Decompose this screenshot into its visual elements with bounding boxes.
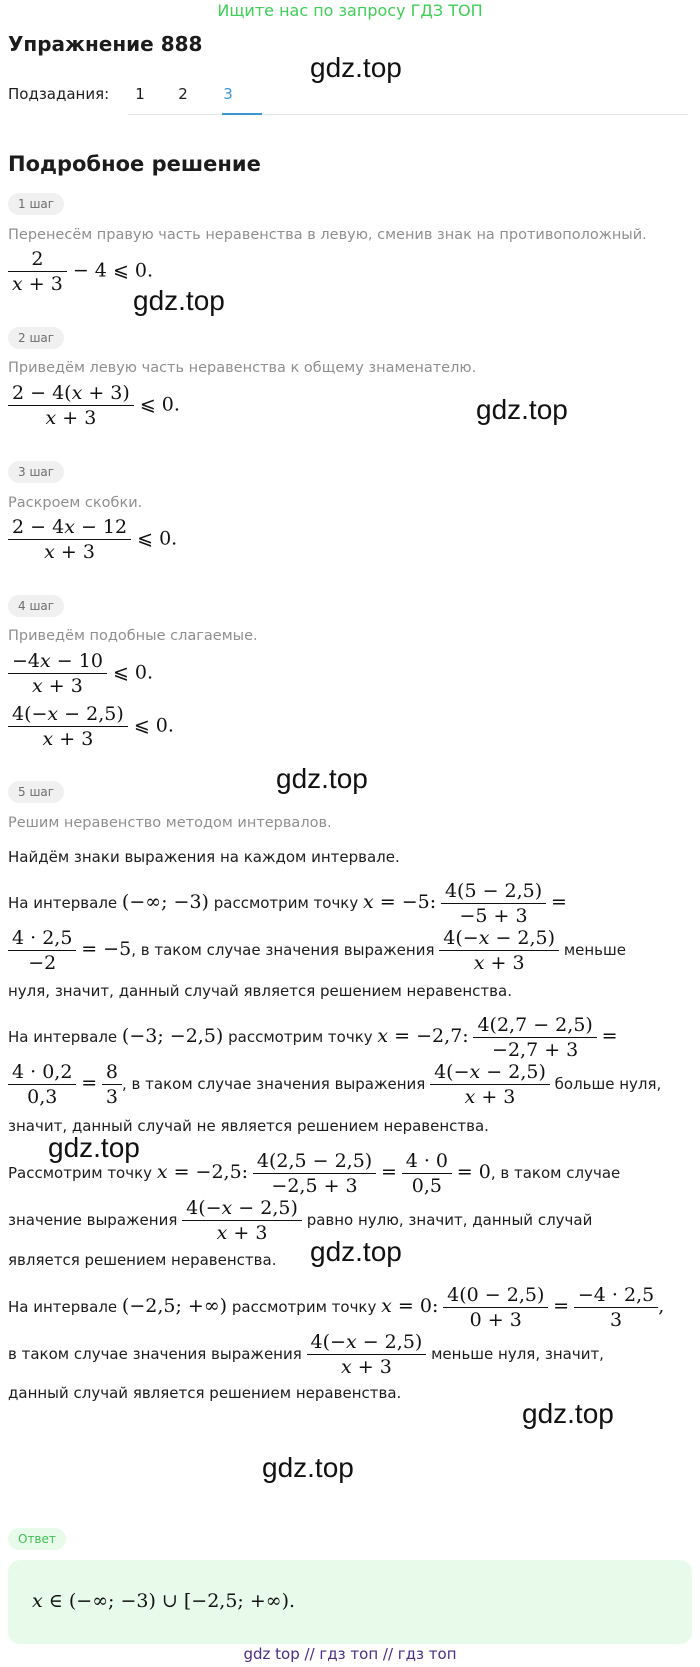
point-line-1: Рассмотрим точку x = −2,5: $\frac{4(2,5 - 2,5)}{-2,5 + 3}$ = $\frac{4 \cdot 0}{0,5}$ = 0, в таком случае xyxy=(8,1150,621,1197)
step-hint-2: Приведём левую часть неравенства к общему знаменателю. xyxy=(8,360,477,376)
point-line-2: значение выражения $\frac{4(-x - 2,5)}{x + 3}$ равно нулю, значит, данный случай xyxy=(8,1197,593,1244)
tab-subtask-2[interactable]: 2 xyxy=(178,85,188,103)
find-signs-text: Найдём знаки выражения на каждом интервале. xyxy=(8,848,400,866)
watermark: gdz.top xyxy=(476,394,568,425)
interval-3-line-3: данный случай является решением неравенства. xyxy=(8,1384,402,1402)
step-3-formula: $\frac{2 - 4x - 12}{x + 3}$ ⩽ 0. xyxy=(8,516,177,563)
step-4-formula-b: $\frac{4(-x - 2,5)}{x + 3}$ ⩽ 0. xyxy=(8,703,174,750)
section-title: Подробное решение xyxy=(8,152,261,176)
footer-separator: // xyxy=(382,1645,394,1663)
footer-links xyxy=(0,1645,700,1663)
footer-link-gdz-top[interactable]: gdz top xyxy=(243,1645,300,1663)
footer-link-gdz-top-ru-2[interactable]: гдз топ xyxy=(397,1645,457,1663)
interval-3-line-1: На интервале (−2,5; +∞) рассмотрим точку x = 0: $\frac{4(0 - 2,5)}{0 + 3}$ = $\frac{-4 \cdot 2,5}{3}$ , xyxy=(8,1284,665,1331)
interval-1-line-1: На интервале (−∞; −3) рассмотрим точку x = −5: $\frac{4(5 - 2,5)}{-5 + 3}$ = xyxy=(8,880,567,927)
answer-badge: Ответ xyxy=(8,1528,66,1550)
step-4-formula-a: $\frac{-4x - 10}{x + 3}$ ⩽ 0. xyxy=(8,650,153,697)
interval-2-line-2: $\frac{4 \cdot 0,2}{0,3}$ = $\frac{8}{3}$ , в таком случае значения выражения $\frac{4(-x - 2,5)}{x + 3}$ больше нуля, xyxy=(8,1061,661,1108)
interval-3-line-2: в таком случае значения выражения $\frac{4(-x - 2,5)}{x + 3}$ меньше нуля, значит, xyxy=(8,1331,604,1378)
interval-2-line-1: На интервале (−3; −2,5) рассмотрим точку x = −2,7: $\frac{4(2,7 - 2,5)}{-2,7 + 3}$ = xyxy=(8,1014,618,1061)
tab-subtask-3[interactable]: 3 xyxy=(223,85,233,103)
footer-link-gdz-top-ru[interactable]: гдз топ xyxy=(319,1645,379,1663)
step-badge-4: 4 шаг xyxy=(8,595,64,617)
step-hint-3: Раскроем скобки. xyxy=(8,495,143,511)
watermark: gdz.top xyxy=(310,1236,402,1267)
subtasks-divider xyxy=(128,114,688,115)
tab-subtask-1[interactable]: 1 xyxy=(135,85,145,103)
step-hint-4: Приведём подобные слагаемые. xyxy=(8,628,258,644)
watermark: gdz.top xyxy=(522,1398,614,1429)
search-hint-banner: Ищите нас по запросу ГДЗ ТОП xyxy=(217,1,483,20)
interval-1-line-3: нуля, значит, данный случай является решением неравенства. xyxy=(8,982,512,1000)
step-hint-5: Решим неравенство методом интервалов. xyxy=(8,815,332,831)
interval-2-line-3: значит, данный случай не является решением неравенства. xyxy=(8,1117,489,1135)
step-2-formula: $\frac{2 - 4(x + 3)}{x + 3}$ ⩽ 0. xyxy=(8,382,180,429)
step-badge-2: 2 шаг xyxy=(8,327,64,349)
watermark: gdz.top xyxy=(276,763,368,794)
step-badge-5: 5 шаг xyxy=(8,781,64,803)
step-1-formula: $\frac{2}{x + 3}$ − 4 ⩽ 0. xyxy=(8,248,153,295)
step-badge-3: 3 шаг xyxy=(8,461,64,483)
watermark: gdz.top xyxy=(262,1452,354,1483)
step-hint-1: Перенесём правую часть неравенства в левую, сменив знак на противоположный. xyxy=(8,227,647,243)
watermark: gdz.top xyxy=(48,1132,140,1163)
interval-1-line-2: $\frac{4 \cdot 2,5}{-2}$ = −5, в таком случае значения выражения $\frac{4(-x - 2,5)}{x + 3}$ меньше xyxy=(8,927,626,974)
answer-formula: x ∈ (−∞; −3) ∪ [−2,5; +∞). xyxy=(32,1590,296,1612)
active-tab-indicator xyxy=(222,113,262,115)
subtasks-label: Подзадания: xyxy=(8,85,110,103)
page-title: Упражнение 888 xyxy=(8,32,203,56)
point-line-3: является решением неравенства. xyxy=(8,1251,277,1269)
watermark: gdz.top xyxy=(310,52,402,83)
step-badge-1: 1 шаг xyxy=(8,193,64,215)
watermark: gdz.top xyxy=(133,285,225,316)
footer-separator: // xyxy=(304,1645,315,1663)
